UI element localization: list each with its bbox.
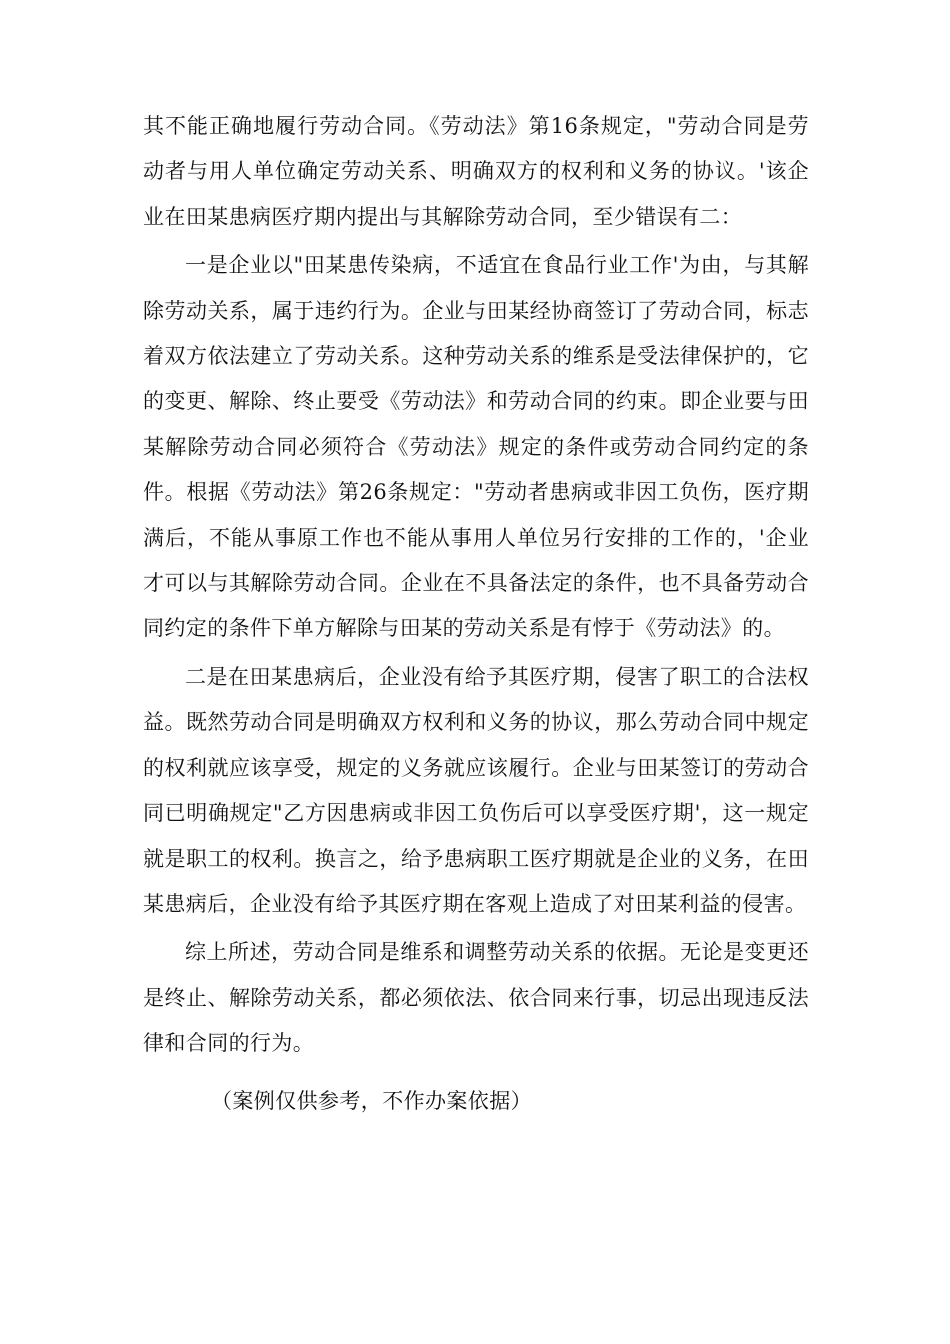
paragraph-continuation: 其不能正确地履行劳动合同。《劳动法》第16条规定，"劳动合同是劳动者与用人单位确定劳动关系、明确双方的权利和义务的协议。'该企业在田某患病医疗期内提出与其解除劳动合同，至少错误有二： [143, 114, 809, 229]
document-body [143, 104, 809, 1124]
disclaimer-note: （案例仅供参考，不作办案依据） [211, 1088, 532, 1113]
paragraph-first-error: 一是企业以"田某患传染病，不适宜在食品行业工作'为由，与其解除劳动关系，属于违约行为。企业与田某经协商签订了劳动合同，标志着双方依法建立了劳动关系。这种劳动关系的维系是受法律保护的，它的变更、解除、终止要受《劳动法》和劳动合同的约束。即企业要与田某解除劳动合同必须符合《劳动法》规定的条件或劳动合同约定的条件。根据《劳动法》第26条规定："劳动者患病或非因工负伤，医疗期满后，不能从事原工作也不能从事用人单位另行安排的工作的，'企业才可以与其解除劳动合同。企业在不具备法定的条件，也不具备劳动合同约定的条件下单方解除与田某的劳动关系是有悖于《劳动法》的。 [143, 253, 809, 641]
paragraph-second-error: 二是在田某患病后，企业没有给予其医疗期，侵害了职工的合法权益。既然劳动合同是明确双方权利和义务的协议，那么劳动合同中规定的权利就应该享受，规定的义务就应该履行。企业与田某签订的劳动合同已明确规定"乙方因患病或非因工负伤后可以享受医疗期'，这一规定就是职工的权利。换言之，给予患病职工医疗期就是企业的义务，在田某患病后，企业没有给予其医疗期在客观上造成了对田某利益的侵害。 [143, 664, 809, 916]
paragraph-conclusion: 综上所述，劳动合同是维系和调整劳动关系的依据。无论是变更还是终止、解除劳动关系，都必须依法、依合同来行事，切忌出现违反法律和合同的行为。 [143, 940, 809, 1056]
